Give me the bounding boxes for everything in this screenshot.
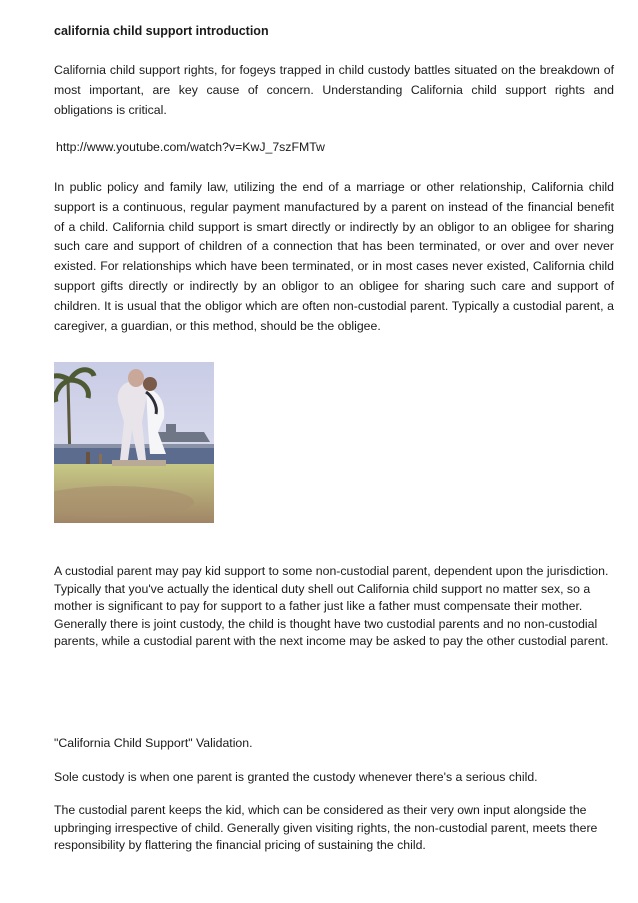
visiting-rights-paragraph: The custodial parent keeps the kid, which can be considered as their very own input alongside the upbringing irrespective of child. Generally given visiting rights, the non-custodial parent, meets there responsibility by flattering the financial pricing of sustaining the child. bbox=[54, 803, 598, 852]
sole-custody-paragraph: Sole custody is when one parent is granted the custody whenever there's a serious child. bbox=[54, 770, 538, 784]
statue-photo-illustration bbox=[54, 362, 214, 523]
video-link[interactable]: http://www.youtube.com/watch?v=KwJ_7szFMTw bbox=[56, 140, 325, 154]
document-title: california child support introduction bbox=[54, 24, 269, 38]
intro-paragraph: California child support rights, for fogeys trapped in child custody battles situated on the breakdown of most important, are key cause of concern. Understanding California child support rights and obligations is critical. bbox=[54, 63, 614, 117]
custodial-paragraph: A custodial parent may pay kid support to some non-custodial parent, dependent upon the jurisdiction. Typically that you've actually the identical duty shell out California child support no matter sex, so a mother is significant to pay for support to a father just like a father must compensate their mother. Generally there is joint custody, the child is thought have two custodial parents and no non-custodial parents, while a custodial parent with the next income may be asked to pay the other custodial parent. bbox=[54, 564, 609, 649]
statue-photo bbox=[54, 362, 214, 523]
definition-paragraph: In public policy and family law, utilizing the end of a marriage or other relationship, California child support is a continuous, regular payment manufactured by a parent on instead of the financial benefit of a child. California child support is smart directly or indirectly by an obligor to an obligee for sharing such care and support of children of a connection that has been terminated, or over and over never existed. For relationships which have been terminated, or in most cases never existed, California child support gifts directly or indirectly by an obligor to an obligee for sharing such care and support of children. It is usual that the obligor which are often non-custodial parent. Typically a custodial parent, a caregiver, a guardian, or this method, should be the obligee. bbox=[54, 180, 614, 333]
validation-heading: "California Child Support" Validation. bbox=[54, 736, 253, 750]
